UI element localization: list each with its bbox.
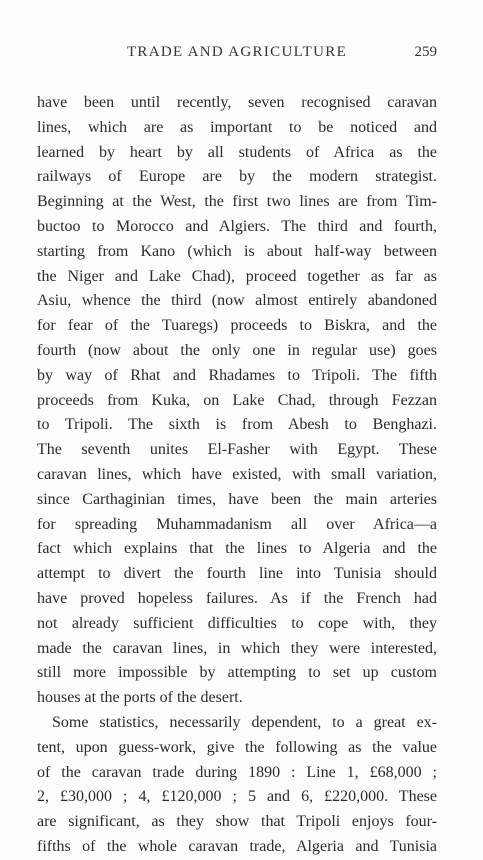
text-line: The seventh unites El-Fasher with Egypt. These <box>37 441 437 459</box>
text-line: Asiu, whence the third (now almost entirely abandoned <box>37 292 437 310</box>
text-line: Some statistics, necessarily dependent, to a great ex- <box>52 713 437 731</box>
text-line: the Niger and Lake Chad), proceed together as far as <box>37 267 437 285</box>
text-line: have been until recently, seven recognised caravan <box>37 94 437 111</box>
text-line: to Tripoli. The sixth is from Abesh to Benghazi. <box>37 416 437 434</box>
text-line: still more impossible by attempting to set up custom <box>37 664 437 682</box>
running-head <box>37 44 437 66</box>
paragraph-2 <box>37 711 437 860</box>
text-line: for fear of the Tuaregs) proceeds to Biskra, and the <box>37 317 437 335</box>
text-line: not already sufficient difficulties to cope with, they <box>37 614 437 632</box>
body-text <box>37 91 437 860</box>
text-line: caravan lines, which have existed, with small variation, <box>37 465 437 483</box>
text-line: 2, £30,000 ; 4, £120,000 ; 5 and 6, £220,000. These <box>37 788 437 806</box>
text-line: attempt to divert the fourth line into Tunisia should <box>37 565 437 583</box>
text-line: starting from Kano (which is about half-way between <box>37 242 437 260</box>
paragraph-1 <box>37 91 437 711</box>
text-line: fact which explains that the lines to Algeria and the <box>37 540 437 558</box>
page-number: 259 <box>414 44 437 60</box>
text-line: learned by heart by all students of Africa as the <box>37 143 437 161</box>
text-line: since Carthaginian times, have been the main arteries <box>37 490 437 508</box>
text-line: fifths of the whole caravan trade, Algeria and Tunisia <box>37 837 437 855</box>
text-line: fourth (now about the only one in regular use) goes <box>37 341 437 359</box>
text-line: lines, which are as important to be noticed and <box>37 118 437 136</box>
running-title: TRADE AND AGRICULTURE <box>126 44 348 60</box>
text-line: Beginning at the West, the first two lines are from Tim- <box>37 193 437 211</box>
text-line: proceeds from Kuka, on Lake Chad, through Fezzan <box>37 391 437 409</box>
text-line: railways of Europe are by the modern strategist. <box>37 168 437 186</box>
text-line: tent, upon guess-work, give the following as the value <box>37 738 437 756</box>
text-line: by way of Rhat and Rhadames to Tripoli. The fifth <box>37 366 437 384</box>
text-line: for spreading Muhammadanism all over Africa—a <box>37 515 437 533</box>
text-line: are significant, as they show that Tripoli enjoys four- <box>37 813 437 831</box>
text-line: houses at the ports of the desert. <box>37 689 243 707</box>
text-line: have proved hopeless failures. As if the French had <box>37 589 437 607</box>
text-line: made the caravan lines, in which they were interested, <box>37 639 437 657</box>
text-line: of the caravan trade during 1890 : Line 1, £68,000 ; <box>37 763 437 781</box>
text-line: buctoo to Morocco and Algiers. The third and fourth, <box>37 217 437 235</box>
